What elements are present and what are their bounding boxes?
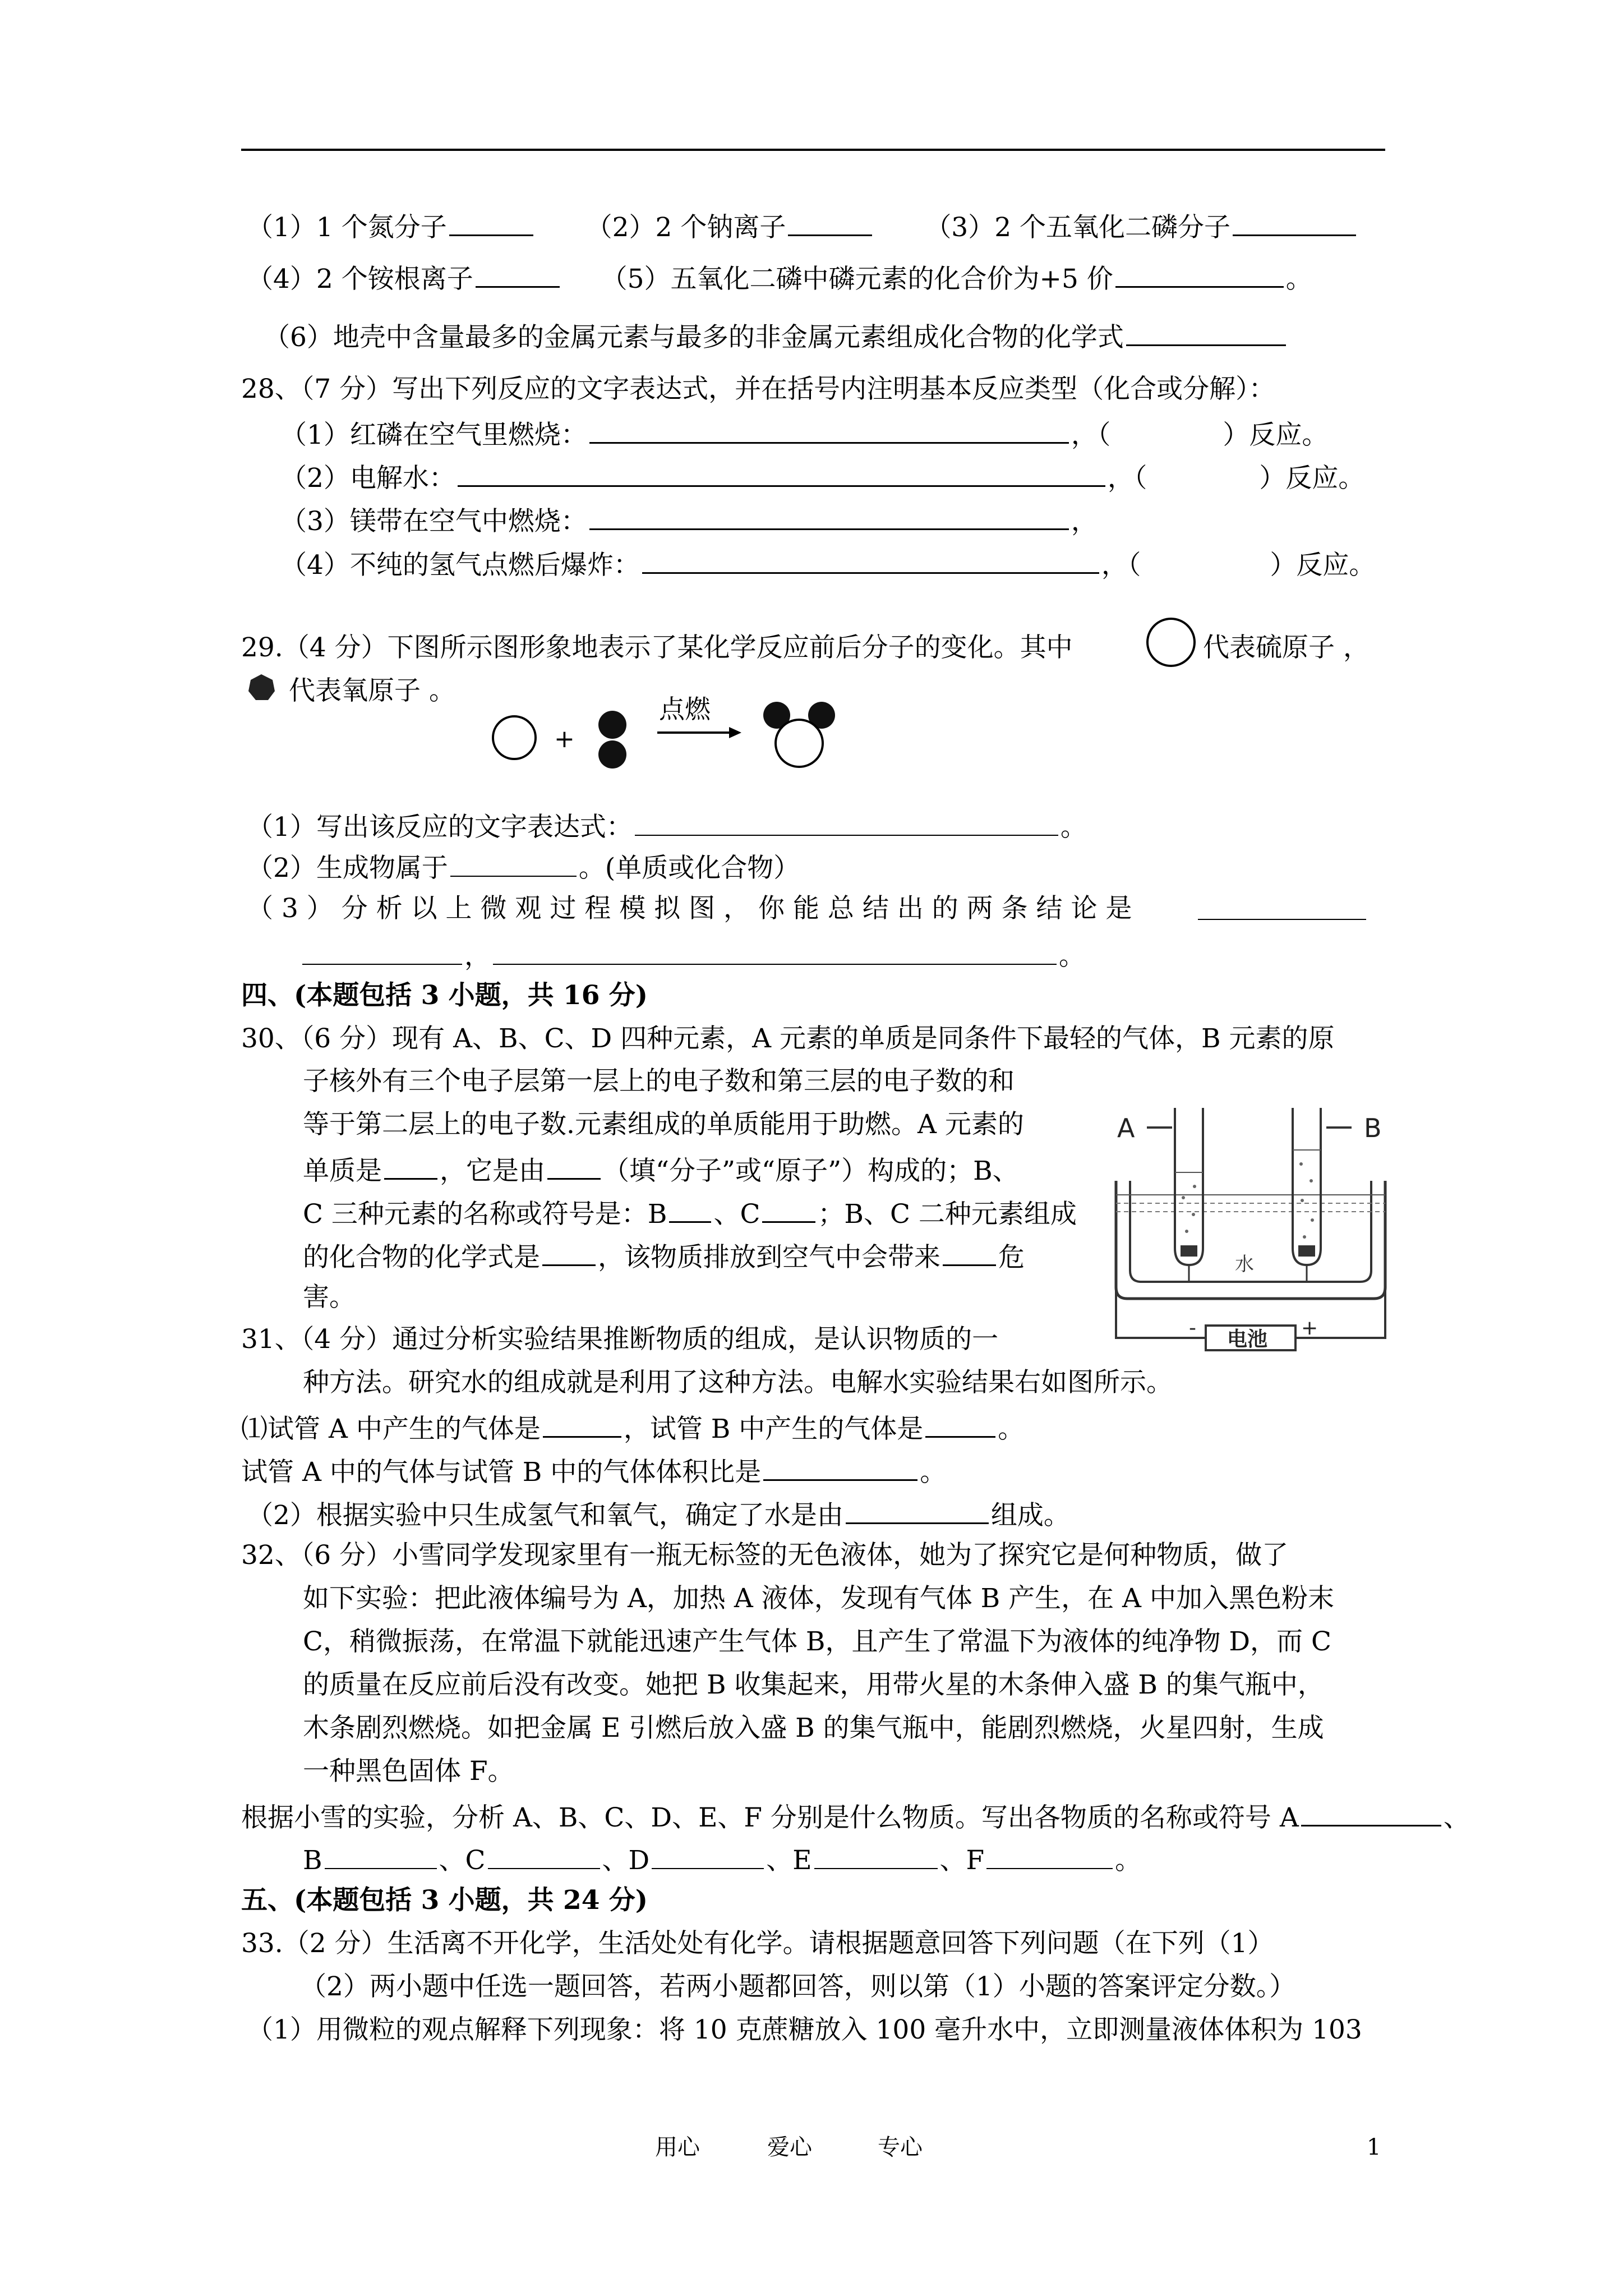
page-number: 1 [1367, 2134, 1381, 2160]
answer-blank[interactable] [1115, 259, 1284, 288]
q29-title: 29.（4 分）下图所示图形象地表示了某化学反应前后分子的变化。其中 [241, 632, 1073, 663]
q32-line-2: 如下实验：把此液体编号为 A，加热 A 液体，发现有气体 B 产生，在 A 中加入黑色粉末 [303, 1583, 1334, 1614]
answer-blank[interactable] [1126, 318, 1286, 346]
answer-blank[interactable] [547, 1151, 601, 1180]
q32-line-3: C，稍微振荡，在常温下就能迅速产生气体 B，且产生了常温下为液体的纯净物 D，而 C [303, 1626, 1331, 1657]
answer-blank[interactable] [642, 545, 1099, 574]
answer-blank[interactable] [325, 1841, 437, 1869]
answer-blank[interactable] [814, 1841, 938, 1869]
q31-line-2: 种方法。研究水的组成就是利用了这种方法。电解水实验结果右如图所示。 [303, 1367, 1173, 1398]
answer-blank[interactable] [1301, 1798, 1441, 1826]
section-5-heading: 五、(本题包括 3 小题，共 24 分) [241, 1885, 648, 1916]
water-label: 水 [1235, 1253, 1254, 1276]
q29-sub-2: （2）生成物属于 。(单质或化合物） [247, 849, 800, 885]
tube-a-label: A [1117, 1113, 1135, 1143]
header-rule [241, 149, 1385, 151]
answer-blank[interactable] [476, 259, 560, 288]
q27-item-1: （1）1 个氮分子 [247, 212, 447, 243]
q32-line-8: B 、C 、D 、E 、F 。 [303, 1841, 1141, 1878]
oxygen-atom-icon [246, 672, 277, 703]
sulfur-atom-icon [776, 720, 823, 767]
reaction-diagram [488, 696, 869, 785]
arrow-head-icon [729, 727, 741, 738]
answer-blank[interactable] [1198, 892, 1366, 920]
q30-line-1: 30、（6 分）现有 A、B、C、D 四种元素，A 元素的单质是同条件下最轻的气体，B 元素的原 [241, 1023, 1335, 1054]
q27-line-3 [264, 318, 1288, 355]
footer-text-1: 用心 [655, 2134, 700, 2160]
answer-blank[interactable] [543, 1409, 621, 1438]
q30-line-5: C 三种元素的名称或符号是：B 、C ；B、C 二种元素组成 [303, 1194, 1077, 1231]
q31-line-3: ⑴试管 A 中产生的气体是 ，试管 B 中产生的气体是 。 [241, 1409, 1024, 1446]
q29-sub-3: （ 3 ） 分 析 以 上 微 观 过 程 模 拟 图 ， 你 能 总 结 出 的 两 条 结 论 是 [247, 892, 1368, 926]
q30-line-4: 单质是 ，它是由 （填“分子”或“原子”）构成的；B、 [303, 1151, 1019, 1188]
answer-blank[interactable] [384, 1151, 437, 1180]
q27-line-1 [247, 208, 1358, 245]
battery-label: 电池 [1227, 1328, 1268, 1351]
q31-line-1: 31、（4 分）通过分析实验结果推断物质的组成，是认识物质的一 [241, 1324, 999, 1355]
q27-line-2: （4）2 个铵根离子 （5）五氧化二磷中磷元素的化合价为+5 价 。 [247, 259, 1312, 296]
q28-item-2: （2）电解水： ，（ ）反应。 [280, 458, 1364, 495]
q29-sub-3-cont: ， 。 [300, 937, 1085, 973]
q33-line-2: （2）两小题中任选一题回答，若两小题都回答，则以第（1）小题的答案评定分数。） [300, 1971, 1296, 2002]
answer-blank[interactable] [493, 937, 1057, 965]
answer-blank[interactable] [762, 1194, 815, 1223]
answer-blank[interactable] [450, 849, 577, 877]
q33-line-3: （1）用微粒的观点解释下列现象：将 10 克蔗糖放入 100 毫升水中，立即测量液体体积为 103 [247, 2014, 1362, 2045]
answer-blank[interactable] [986, 1841, 1113, 1869]
q27-item-6: （6）地壳中含量最多的金属元素与最多的非金属元素组成化合物的化学式 [264, 322, 1124, 353]
plus-sign: + [554, 725, 575, 753]
tube-b-label: B [1364, 1113, 1382, 1143]
q33-line-1: 33.（2 分）生活离不开化学，生活处处有化学。请根据题意回答下列问题（在下列（1） [241, 1928, 1274, 1959]
q30-line-6: 的化合物的化学式是 ，该物质排放到空气中会带来 危 [303, 1237, 1025, 1274]
q30-line-3: 等于第二层上的电子数.元素组成的单质能用于助燃。A 元素的 [303, 1109, 1024, 1140]
q28-item-3: （3）镁带在空气中燃烧： ， [280, 501, 1098, 539]
answer-blank[interactable] [1233, 208, 1356, 236]
q32-line-7: 根据小雪的实验，分析 A、B、C、D、E、F 分别是什么物质。写出各物质的名称或符号 A 、 [241, 1798, 1470, 1835]
answer-blank[interactable] [589, 415, 1069, 444]
q27-item-5: （5）五氧化二磷中磷元素的化合价为+5 价 [601, 264, 1113, 295]
footer-text-2: 爱心 [767, 2134, 812, 2160]
battery-plus: + [1301, 1317, 1318, 1340]
q31-line-4: 试管 A 中的气体与试管 B 中的气体体积比是 。 [241, 1452, 946, 1489]
q28-item-4: （4）不纯的氢气点燃后爆炸： ，（ ）反应。 [280, 545, 1375, 582]
ignite-label: 点燃 [659, 696, 711, 724]
q32-line-4: 的质量在反应前后没有改变。她把 B 收集起来，用带火星的木条伸入盛 B 的集气瓶中， [303, 1669, 1324, 1700]
answer-blank[interactable] [542, 1237, 596, 1266]
q28-title: 28、（7 分）写出下列反应的文字表达式，并在括号内注明基本反应类型（化合或分解）： [241, 374, 1275, 404]
q29-sulfur-legend: 代表硫原子 ， [1203, 632, 1370, 663]
q32-line-1: 32、（6 分）小雪同学发现家里有一瓶无标签的无色液体，她为了探究它是何种物质，做了 [241, 1540, 1289, 1571]
oxygen-atom-icon [598, 740, 626, 769]
q29-sub-1: （1）写出该反应的文字表达式： 。 [247, 808, 1087, 844]
sulfur-atom-icon [1144, 614, 1200, 670]
battery-minus: - [1189, 1317, 1196, 1340]
footer-text-3: 专心 [878, 2134, 923, 2160]
q32-line-6: 一种黑色固体 F。 [303, 1756, 514, 1787]
answer-blank[interactable] [943, 1237, 996, 1266]
answer-blank[interactable] [846, 1496, 989, 1524]
section-4-heading: 四、(本题包括 3 小题，共 16 分) [241, 980, 648, 1011]
answer-blank[interactable] [669, 1194, 711, 1223]
answer-blank[interactable] [925, 1409, 995, 1438]
q32-line-5: 木条剧烈燃烧。如把金属 E 引燃后放入盛 B 的集气瓶中，能剧烈燃烧，火星四射，生成 [303, 1713, 1324, 1743]
oxygen-atom-icon [598, 711, 626, 739]
answer-blank[interactable] [589, 501, 1069, 530]
answer-blank[interactable] [635, 808, 1058, 836]
answer-blank[interactable] [488, 1841, 600, 1869]
sulfur-atom-icon [493, 716, 536, 759]
q27-item-2: （2）2 个钠离子 [585, 212, 786, 243]
answer-blank[interactable] [302, 937, 462, 965]
q28-item-1: （1）红磷在空气里燃烧： ，（ ）反应。 [280, 415, 1328, 452]
answer-blank[interactable] [788, 208, 872, 236]
q30-line-7: 害。 [303, 1282, 356, 1313]
q27-item-4: （4）2 个铵根离子 [247, 264, 473, 295]
q27-item-3: （3）2 个五氧化二磷分子 [925, 212, 1231, 243]
answer-blank[interactable] [763, 1452, 917, 1481]
answer-blank[interactable] [458, 458, 1105, 487]
answer-blank[interactable] [652, 1841, 764, 1869]
q31-line-5: （2）根据实验中只生成氢气和氧气，确定了水是由 组成。 [247, 1496, 1070, 1533]
q30-line-2: 子核外有三个电子层第一层上的电子数和第三层的电子数的和 [303, 1066, 1015, 1097]
q29-oxygen-legend: 代表氧原子 。 [289, 675, 455, 706]
answer-blank[interactable] [449, 208, 533, 236]
electrolysis-apparatus-figure [1105, 1102, 1396, 1360]
